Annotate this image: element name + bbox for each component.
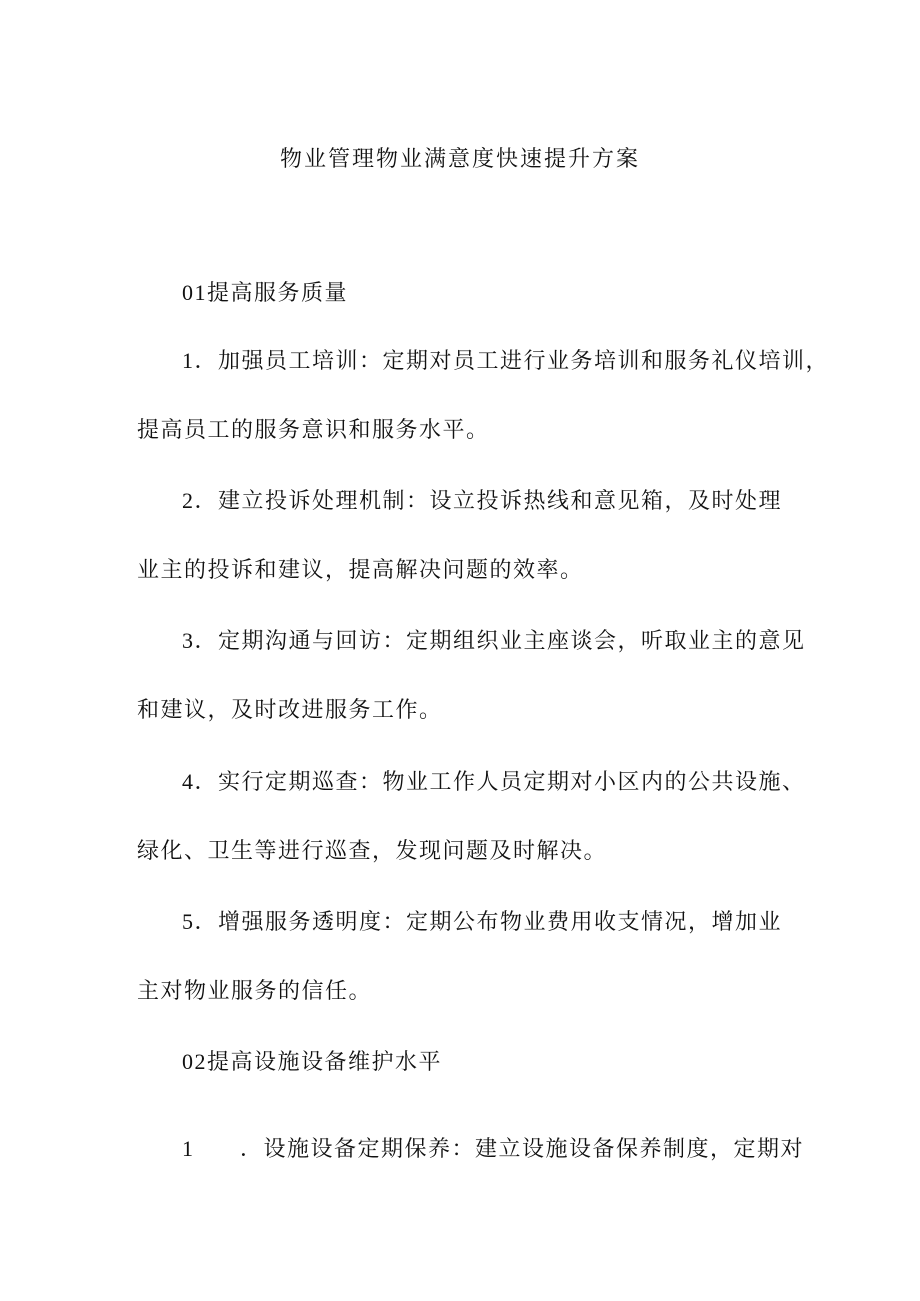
list-item-1-line-1 [182,343,829,380]
list-item-5-line-2: 主对物业服务的信任。 [137,979,373,1004]
section-heading-text: 提高服务质量 [207,281,349,306]
list-item-2-line-2: 业主的投诉和建议，提高解决问题的效率。 [137,558,584,583]
item-number: 1 [182,348,195,373]
item-text: ．增强服务透明度：定期公布物业费用收支情况，增加业 [194,910,783,935]
list-item-2-1-line-1 [182,1131,804,1168]
list-item-4-line-1 [182,764,806,801]
item-text: ．加强员工培训：定期对员工进行业务培训和服务礼仪培训， [194,349,830,374]
list-item-1-line-2: 提高员工的服务意识和服务水平。 [137,418,490,443]
list-item-3-line-1 [182,623,806,660]
item-text: ．建立投诉处理机制：设立投诉热线和意见箱，及时处理 [194,489,783,514]
list-item-2-line-1 [182,483,782,520]
section-heading-01 [182,275,348,312]
item-number: 4 [182,769,195,794]
item-text: ．设施设备定期保养：建立设施设备保养制度，定期对 [240,1137,805,1162]
item-text: ．实行定期巡查：物业工作人员定期对小区内的公共设施、 [194,770,806,795]
item-number: 1 [182,1136,195,1161]
item-number: 5 [182,909,195,934]
document-title: 物业管理物业满意度快速提升方案 [279,147,640,172]
list-item-5-line-1 [182,904,782,941]
item-number: 2 [182,488,195,513]
section-number: 01 [182,280,207,305]
section-number: 02 [182,1049,207,1074]
section-heading-text: 提高设施设备维护水平 [207,1050,443,1075]
list-item-3-line-2: 和建议，及时改进服务工作。 [137,698,443,723]
item-number: 3 [182,628,195,653]
section-heading-02 [182,1044,442,1081]
list-item-4-line-2: 绿化、卫生等进行巡查，发现问题及时解决。 [137,839,608,864]
item-text: ．定期沟通与回访：定期组织业主座谈会，听取业主的意见 [194,629,806,654]
